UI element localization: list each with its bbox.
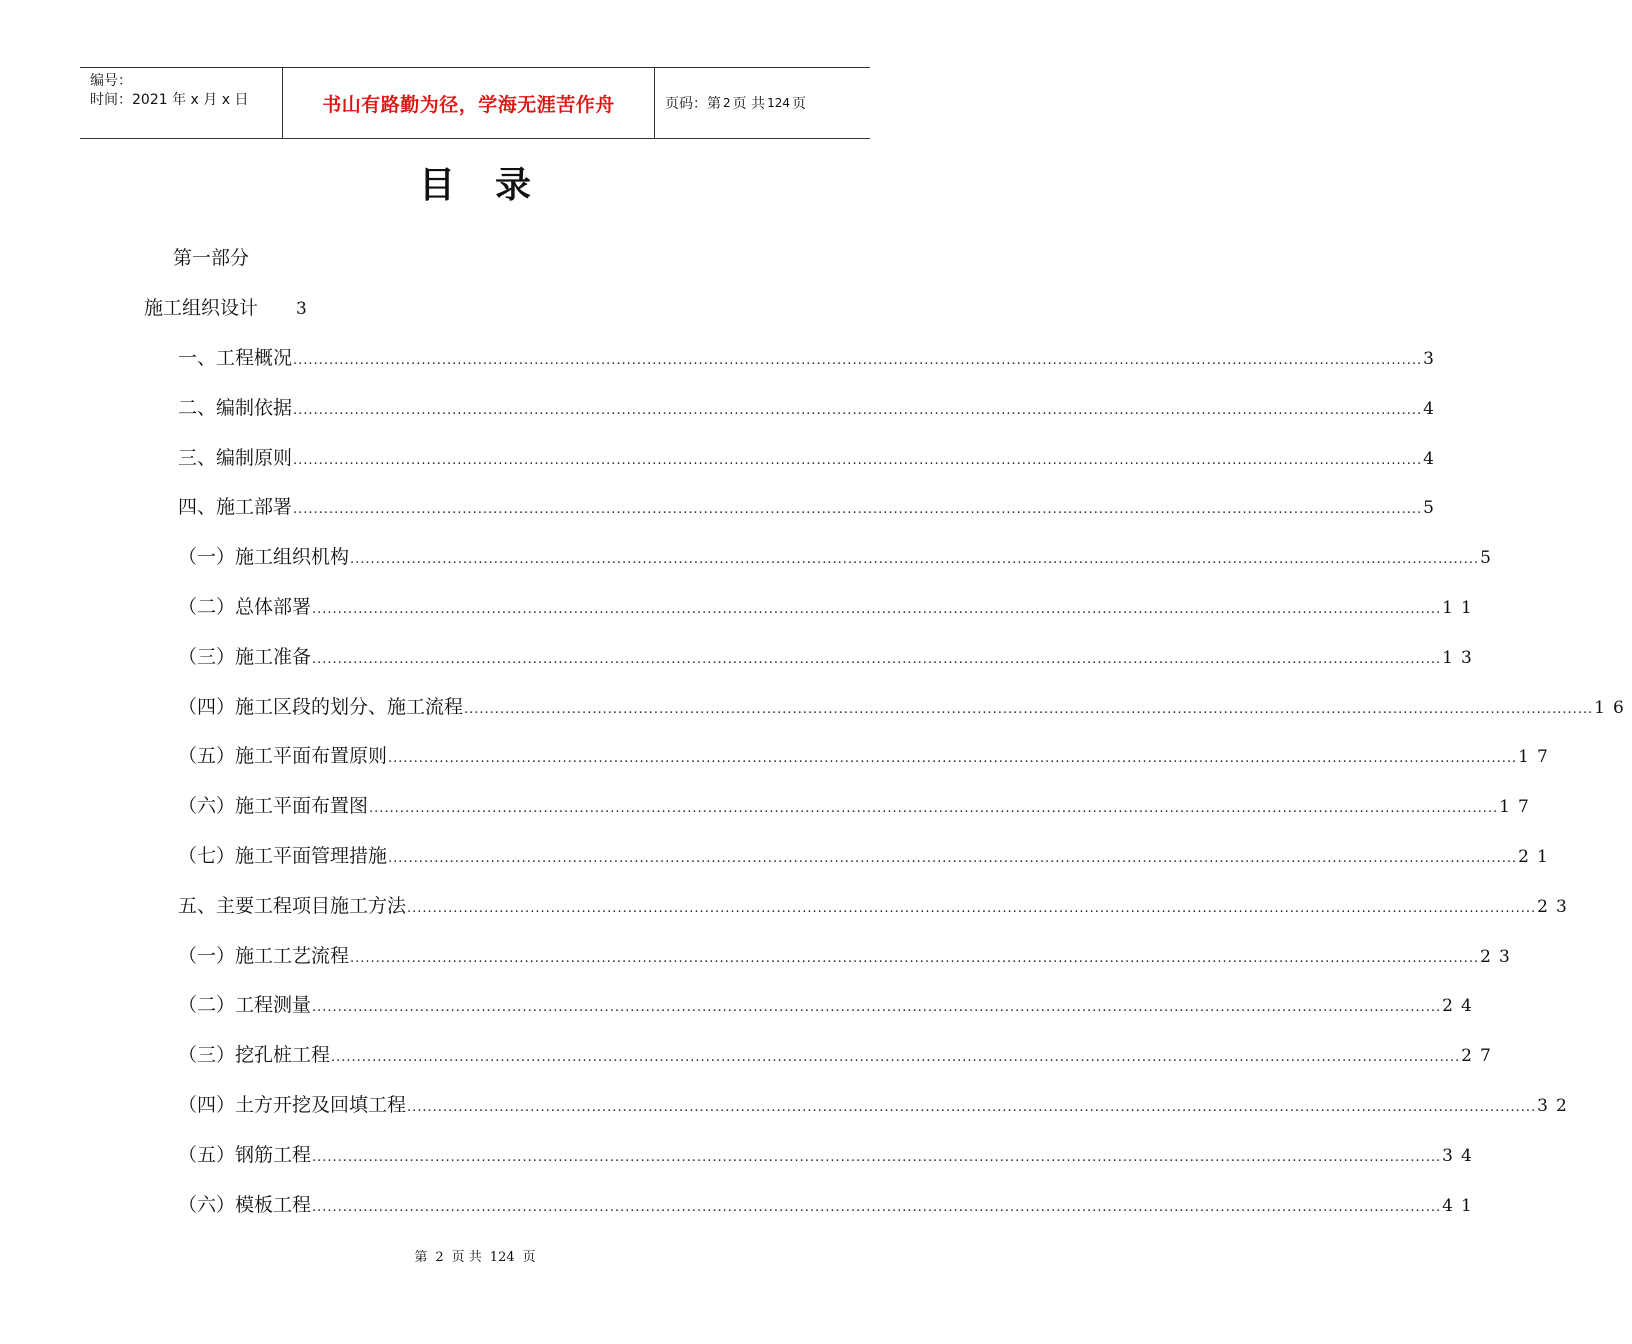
section-page: 3 xyxy=(296,299,307,319)
toc-entry-page: 17 xyxy=(1518,747,1556,768)
toc-leader-dots: ............................................................................................................................................................................................................................ xyxy=(312,1149,1442,1165)
header-meta xyxy=(80,68,282,138)
toc-entry-label: 一、工程概况 xyxy=(178,347,293,369)
header-motto: 书山有路勤为径，学海无涯苦作舟 xyxy=(282,68,655,138)
header-page-number: 2 xyxy=(723,96,731,110)
toc-entry-label: （七）施工平面管理措施 xyxy=(178,845,388,867)
toc-entry[interactable] xyxy=(178,344,1442,372)
toc-entry[interactable] xyxy=(178,543,1499,571)
toc-entry-label: （六）施工平面布置图 xyxy=(178,795,369,818)
toc-entry-label: （二）工程测量 xyxy=(178,994,312,1017)
header-page-info xyxy=(655,68,870,138)
toc-entry[interactable] xyxy=(178,444,1442,472)
toc-title: 目录 xyxy=(418,165,571,206)
page-footer xyxy=(0,1246,950,1265)
toc-entry-label: （五）施工平面布置原则 xyxy=(178,745,388,768)
footer-page: 2 xyxy=(435,1250,444,1265)
toc-entry[interactable] xyxy=(178,643,1480,671)
footer-prefix: 第 xyxy=(414,1250,428,1265)
toc-leader-dots: ............................................................................................................................................................................................................................ xyxy=(312,651,1442,667)
page-header xyxy=(80,67,870,139)
toc-entry-page: 13 xyxy=(1442,647,1480,668)
toc-leader-dots: ............................................................................................................................................................................................................................ xyxy=(388,751,1518,767)
toc-entry-label: （四）土方开挖及回填工程 xyxy=(178,1094,407,1116)
toc-entry-label: （一）施工工艺流程 xyxy=(178,944,350,967)
section-heading xyxy=(144,294,307,323)
toc-leader-dots: ............................................................................................................................................................................................................................ xyxy=(312,1199,1442,1215)
toc-leader-dots: ............................................................................................................................................................................................................................ xyxy=(350,552,1480,568)
header-page-suffix: 页 xyxy=(792,96,806,112)
toc-entry-label: （五）钢筋工程 xyxy=(178,1143,312,1166)
footer-total: 124 xyxy=(489,1250,515,1265)
toc-entry-page: 23 xyxy=(1537,896,1575,917)
toc-entry-page: 23 xyxy=(1480,946,1518,967)
toc-entry[interactable] xyxy=(178,493,1442,521)
toc-entry[interactable] xyxy=(178,1041,1499,1069)
toc-entry-page: 4 xyxy=(1423,398,1442,419)
toc-entry-label: （三）挖孔桩工程 xyxy=(178,1044,331,1067)
toc-entry-page: 17 xyxy=(1499,797,1537,818)
toc-entry[interactable] xyxy=(178,1191,1480,1219)
toc-entry-page: 21 xyxy=(1518,847,1556,867)
toc-entry-label: 四、施工部署 xyxy=(178,496,293,519)
toc-entry[interactable] xyxy=(178,991,1480,1019)
toc-entry-label: （二）总体部署 xyxy=(178,596,312,618)
toc-entry-page: 24 xyxy=(1442,996,1480,1017)
toc-leader-dots: ............................................................................................................................................................................................................................ xyxy=(464,701,1594,717)
toc-entry-page: 34 xyxy=(1442,1145,1480,1166)
toc-entry-label: 二、编制依据 xyxy=(178,396,293,419)
toc-entry-page: 4 xyxy=(1423,448,1442,469)
toc-entry[interactable] xyxy=(178,1141,1480,1169)
toc-entry[interactable] xyxy=(178,693,1632,721)
footer-mid: 页 共 xyxy=(451,1250,482,1265)
toc-entry-page: 5 xyxy=(1480,548,1499,569)
document-code-label: 编号： xyxy=(90,73,132,89)
toc-entry[interactable] xyxy=(178,792,1537,820)
header-page-total: 124 xyxy=(767,96,790,110)
toc-entry[interactable] xyxy=(178,742,1556,770)
toc-entry[interactable] xyxy=(178,394,1442,422)
toc-entry[interactable] xyxy=(178,842,1556,870)
toc-leader-dots: ............................................................................................................................................................................................................................ xyxy=(312,1000,1442,1016)
toc-entry-page: 27 xyxy=(1461,1046,1499,1067)
toc-leader-dots: ............................................................................................................................................................................................................................ xyxy=(293,402,1423,418)
toc-entry[interactable] xyxy=(178,593,1480,621)
toc-entry-label: （三）施工准备 xyxy=(178,645,312,668)
toc-entry-page: 32 xyxy=(1537,1096,1575,1116)
part-heading: 第一部分 xyxy=(173,247,250,269)
toc-leader-dots: ............................................................................................................................................................................................................................ xyxy=(407,1100,1537,1115)
header-page-prefix: 页码：第 xyxy=(665,96,721,112)
toc-leader-dots: ............................................................................................................................................................................................................................ xyxy=(331,1050,1461,1066)
toc-leader-dots: ............................................................................................................................................................................................................................ xyxy=(388,851,1518,866)
toc-entry-page: 41 xyxy=(1442,1195,1480,1216)
toc-leader-dots: ............................................................................................................................................................................................................................ xyxy=(293,502,1423,518)
toc-entry-label: （一）施工组织机构 xyxy=(178,546,350,569)
toc-leader-dots: ............................................................................................................................................................................................................................ xyxy=(350,950,1480,966)
toc-entry-label: 五、主要工程项目施工方法 xyxy=(178,894,407,917)
toc-leader-dots: ............................................................................................................................................................................................................................ xyxy=(293,452,1423,468)
toc-entry[interactable] xyxy=(178,892,1575,920)
toc-entry-label: 三、编制原则 xyxy=(178,446,293,469)
header-page-mid: 页 共 xyxy=(732,96,766,112)
toc-entry-page: 5 xyxy=(1423,498,1442,519)
toc-entry[interactable] xyxy=(178,942,1518,970)
toc-entry-page: 16 xyxy=(1594,697,1632,718)
toc-entry-label: （六）模板工程 xyxy=(178,1193,312,1216)
toc-leader-dots: ............................................................................................................................................................................................................................ xyxy=(312,602,1442,617)
toc-leader-dots: ............................................................................................................................................................................................................................ xyxy=(293,353,1423,368)
toc-entry-page: 11 xyxy=(1442,598,1480,618)
toc-leader-dots: ............................................................................................................................................................................................................................ xyxy=(369,801,1499,817)
document-time: 时间：2021 年 x 月 x 日 xyxy=(90,92,249,108)
toc-entry-page: 3 xyxy=(1423,349,1442,369)
toc-entry[interactable] xyxy=(178,1091,1575,1119)
footer-suffix: 页 xyxy=(522,1250,536,1265)
toc-entry-label: （四）施工区段的划分、施工流程 xyxy=(178,695,464,718)
toc-leader-dots: ............................................................................................................................................................................................................................ xyxy=(407,900,1537,916)
section-label: 施工组织设计 xyxy=(144,297,259,319)
